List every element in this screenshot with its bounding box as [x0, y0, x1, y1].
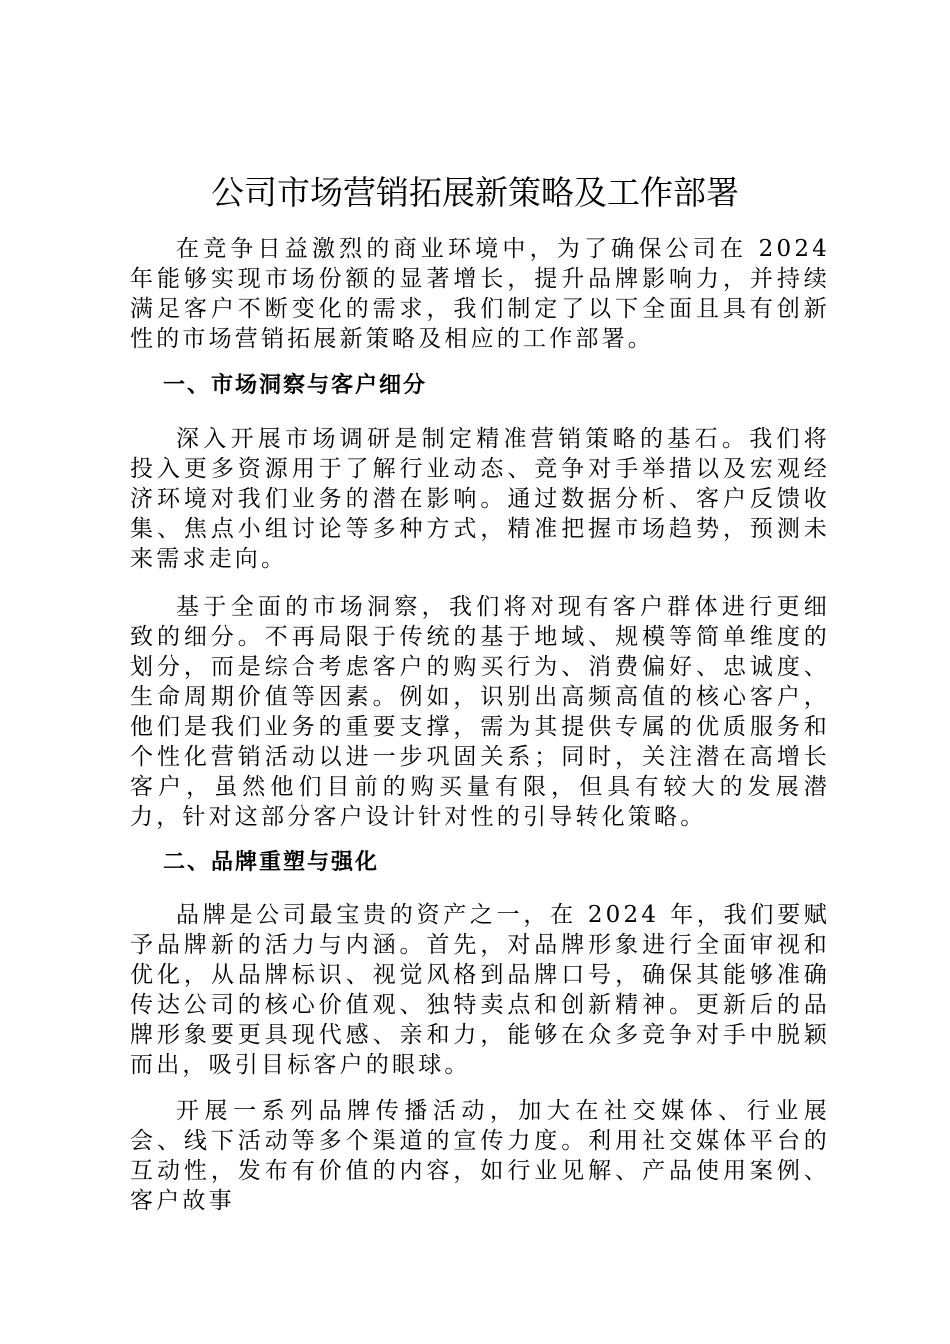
intro-paragraph: 在竞争日益激烈的商业环境中，为了确保公司在 2024 年能够实现市场份额的显著增长，提升品牌影响力，并持续满足客户不断变化的需求，我们制定了以下全面且具有创新性的市场营销拓展新策略及相应的工作部署。 — [130, 236, 830, 352]
document-title: 公司市场营销拓展新策略及工作部署 — [211, 173, 739, 212]
section1-paragraph-1: 深入开展市场调研是制定精准营销策略的基石。我们将投入更多资源用于了解行业动态、竞争对手举措以及宏观经济环境对我们业务的潜在影响。通过数据分析、客户反馈收集、焦点小组讨论等多种方式，精准把握市场趋势，预测未来需求走向。 — [130, 426, 830, 572]
section2-paragraph-1: 品牌是公司最宝贵的资产之一，在 2024 年，我们要赋予品牌新的活力与内涵。首先，对品牌形象进行全面审视和优化，从品牌标识、视觉风格到品牌口号，确保其能够准确传达公司的核心价值观、独特卖点和创新精神。更新后的品牌形象要更具现代感、亲和力，能够在众多竞争对手中脱颖而出，吸引目标客户的眼球。 — [130, 902, 830, 1078]
section2-paragraph-2: 开展一系列品牌传播活动，加大在社交媒体、行业展会、线下活动等多个渠道的宣传力度。利用社交媒体平台的互动性，发布有价值的内容，如行业见解、产品使用案例、客户故事 — [130, 1098, 830, 1214]
section-heading-brand: 二、品牌重塑与强化 — [163, 850, 380, 875]
section-heading-market-insight: 一、市场洞察与客户细分 — [163, 373, 428, 398]
section1-paragraph-2: 基于全面的市场洞察，我们将对现有客户群体进行更细致的细分。不再局限于传统的基于地域、规模等简单维度的划分，而是综合考虑客户的购买行为、消费偏好、忠诚度、生命周期价值等因素。例如，识别出高频高值的核心客户，他们是我们业务的重要支撑，需为其提供专属的优质服务和个性化营销活动以进一步巩固关系；同时，关注潜在高增长客户，虽然他们目前的购买量有限，但具有较大的发展潜力，针对这部分客户设计针对性的引导转化策略。 — [130, 594, 830, 830]
